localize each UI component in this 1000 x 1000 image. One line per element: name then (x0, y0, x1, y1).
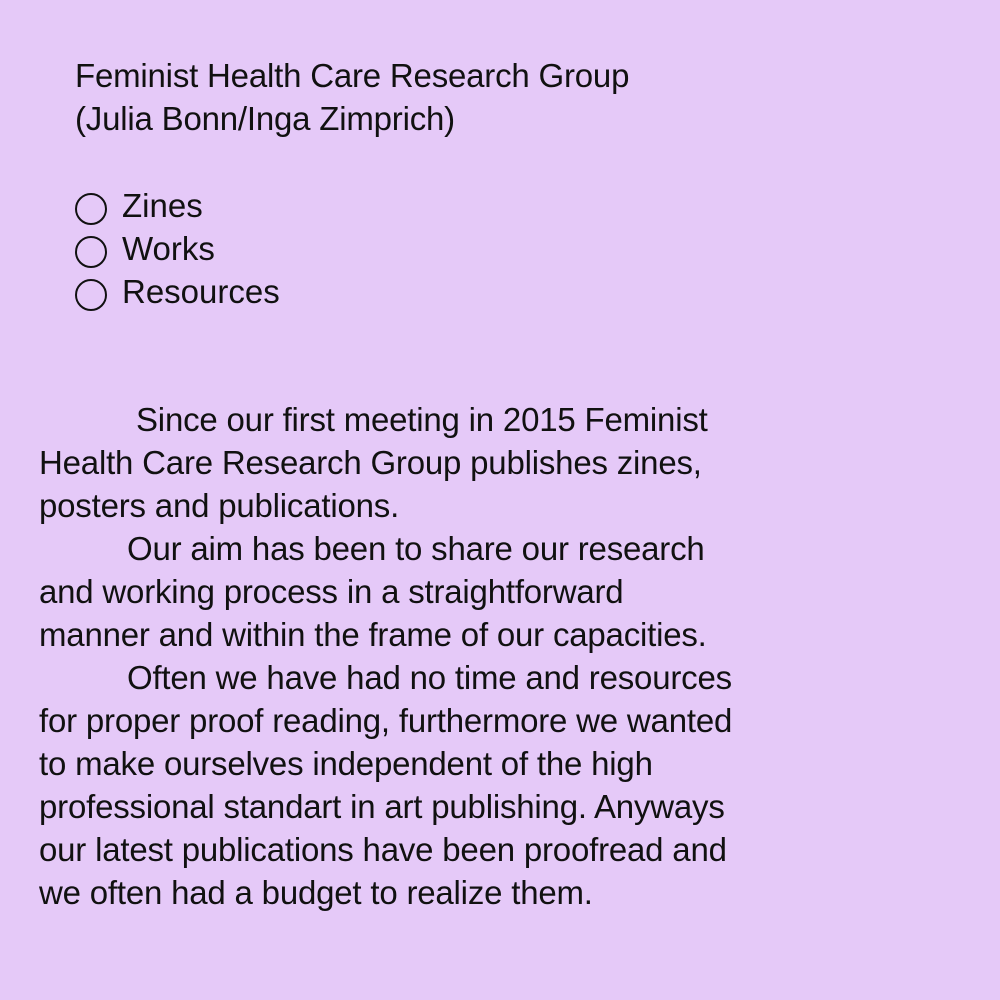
main-nav (75, 184, 280, 313)
nav-item-zines[interactable] (75, 184, 280, 227)
page-header (75, 54, 629, 140)
page-title: Feminist Health Care Research Group (75, 57, 630, 94)
radio-circle-icon[interactable] (75, 279, 107, 311)
nav-item-resources[interactable] (75, 270, 280, 313)
intro-text (39, 398, 739, 914)
nav-item-label[interactable]: Resources (122, 273, 280, 310)
nav-item-label[interactable]: Works (122, 230, 215, 267)
radio-circle-icon[interactable] (75, 236, 107, 268)
intro-paragraph: Often we have had no time and resources for proper proof reading, furthermore we wanted to make ourselves independent of the high professional standart in art publishing. Anyways our latest publications have been proofread and we often had a budget to realize them. (39, 659, 733, 911)
nav-item-works[interactable] (75, 227, 280, 270)
intro-paragraph: Our aim has been to share our research and working process in a straightforward manner and within the frame of our capacities. (39, 530, 707, 653)
intro-paragraph: Since our first meeting in 2015 Feminist Health Care Research Group publishes zines, posters and publications. (39, 401, 708, 524)
authors-line: (Julia Bonn/Inga Zimprich) (75, 100, 455, 137)
nav-item-label[interactable]: Zines (122, 187, 203, 224)
radio-circle-icon[interactable] (75, 193, 107, 225)
